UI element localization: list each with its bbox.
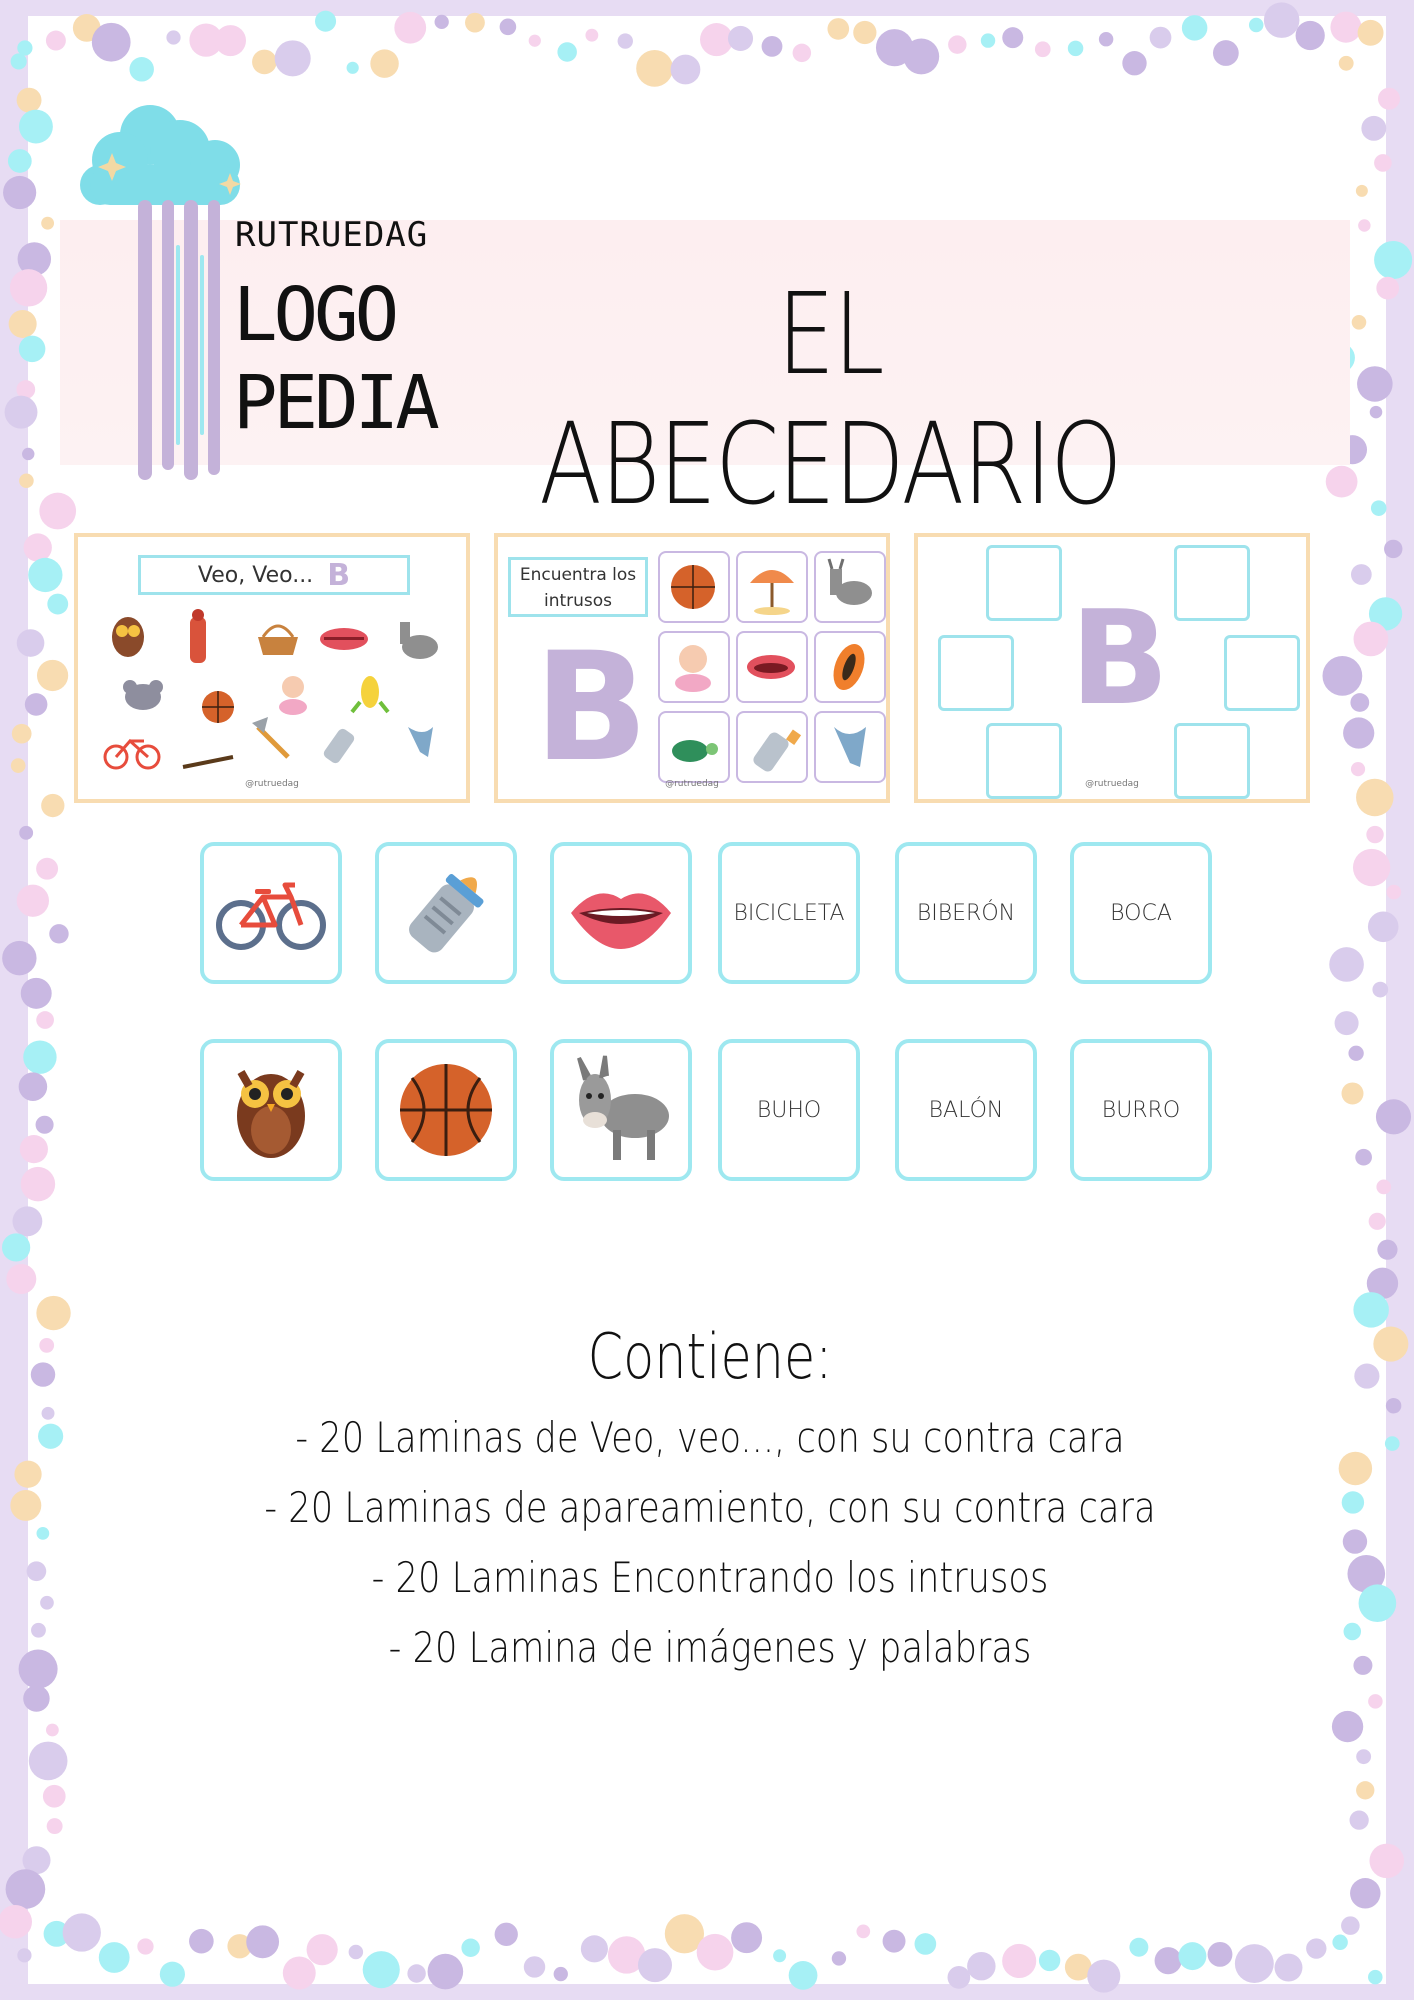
intrusos-heading-line2: intrusos (543, 591, 613, 611)
baby-icon (660, 633, 727, 700)
contents-section (160, 1320, 1260, 1683)
mouse-icon (123, 680, 163, 710)
logo-brand: RUTRUEDAG (235, 215, 429, 255)
baby-bottle-icon (738, 713, 805, 780)
card-word-2 (895, 842, 1037, 984)
mini-card-donkey (814, 551, 886, 623)
mini-card-umbrella (736, 551, 808, 623)
pairs-credit: @rutruedag (1085, 779, 1139, 789)
baby-bottle-icon (386, 853, 506, 973)
veo-letter: B (327, 557, 351, 593)
scarf-icon (408, 727, 433, 757)
card-image-ball (375, 1039, 517, 1181)
intrusos-letter: B (534, 621, 649, 795)
lips-icon (320, 628, 368, 650)
contents-heading: Contiene: (587, 1320, 833, 1393)
pairs-letter: B (1070, 582, 1170, 734)
preview-veo-veo (74, 533, 470, 803)
contents-item: - 20 Laminas de Veo, veo..., con su contra cara (295, 1413, 1125, 1462)
preview-pairs (914, 533, 1310, 803)
mini-card-scarf (814, 711, 886, 783)
card-word-4 (718, 1039, 860, 1181)
donkey-icon (400, 622, 438, 659)
mini-card-baby (658, 631, 730, 703)
card-image-mouth (550, 842, 692, 984)
beach-umbrella-icon (738, 553, 805, 620)
card-word-text: BALÓN (928, 1097, 1004, 1123)
donkey-icon (561, 1050, 681, 1170)
contents-item: - 20 Lamina de imágenes y palabras (388, 1623, 1032, 1672)
veo-heading-text: Veo, Veo... (197, 562, 314, 588)
owl-icon (211, 1050, 331, 1170)
intrusos-credit: @rutruedag (665, 779, 719, 789)
axe-icon (252, 717, 288, 757)
baby-icon (279, 676, 307, 715)
card-image-bottle (375, 842, 517, 984)
veo-heading (138, 555, 410, 595)
owl-icon (112, 617, 144, 657)
logo-line-pedia: PEDIA (233, 360, 436, 446)
veo-credit: @rutruedag (245, 779, 299, 789)
contents-item: - 20 Laminas Encontrando los intrusos (371, 1553, 1049, 1602)
card-word-3 (1070, 842, 1212, 984)
mini-card-papaya (814, 631, 886, 703)
card-word-text: BIBERÓN (916, 900, 1016, 926)
card-image-owl (200, 1039, 342, 1181)
turtle-icon (660, 713, 727, 780)
card-word-text: BICICLETA (733, 900, 845, 926)
empty-slot (938, 635, 1014, 711)
intrusos-heading-line1: Encuentra los (519, 565, 637, 585)
empty-slot (1174, 545, 1250, 621)
card-image-bicycle (200, 842, 342, 984)
basketball-icon (386, 1050, 506, 1170)
veo-illustrations (98, 607, 454, 777)
corn-icon (352, 676, 388, 712)
mini-card-turtle (658, 711, 730, 783)
logo-line-logo: LOGO (233, 272, 396, 358)
mouth-icon (738, 633, 805, 700)
stick-icon (183, 757, 233, 767)
empty-slot (986, 545, 1062, 621)
mini-card-bottle (736, 711, 808, 783)
basketball-icon (660, 553, 727, 620)
card-word-text: BUHO (756, 1097, 822, 1123)
card-word-text: BOCA (1110, 900, 1172, 926)
bottle-small-icon (322, 727, 356, 765)
mini-card-ball (658, 551, 730, 623)
basket-icon (258, 626, 298, 655)
card-word-6 (1070, 1039, 1212, 1181)
firefighter-icon (190, 609, 206, 663)
page-title: EL ABECEDARIO (539, 270, 1121, 530)
scarf-icon (816, 713, 883, 780)
empty-slot (1224, 635, 1300, 711)
intrusos-heading (508, 557, 648, 617)
card-image-donkey (550, 1039, 692, 1181)
ball-icon (202, 691, 234, 723)
card-word-text: BURRO (1101, 1097, 1181, 1123)
preview-intrusos (494, 533, 890, 803)
card-word-1 (718, 842, 860, 984)
mini-card-lips (736, 631, 808, 703)
mouth-icon (561, 853, 681, 973)
bicycle-small-icon (105, 741, 159, 768)
bicycle-icon (211, 853, 331, 973)
card-word-5 (895, 1039, 1037, 1181)
papaya-icon (816, 633, 883, 700)
donkey-icon (816, 553, 883, 620)
contents-item: - 20 Laminas de apareamiento, con su contra cara (264, 1483, 1156, 1532)
